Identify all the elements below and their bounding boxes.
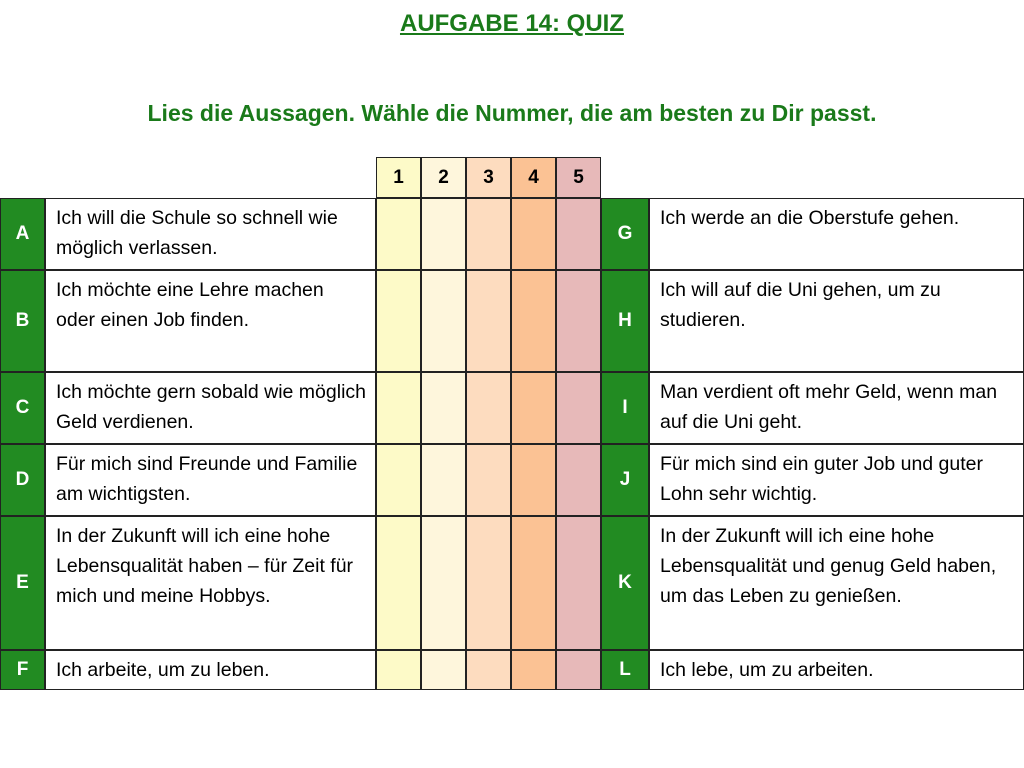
rating-cell-ag-3[interactable] — [466, 198, 511, 270]
statement-l: Ich lebe, um zu arbeiten. — [649, 650, 1024, 690]
statement-a: Ich will die Schule so schnell wie möglich verlassen. — [45, 198, 376, 270]
scale-header-4: 4 — [511, 157, 556, 198]
rating-cell-bh-2[interactable] — [421, 270, 466, 372]
row-letter-d: D — [0, 444, 45, 516]
rating-cell-ag-1[interactable] — [376, 198, 421, 270]
statement-k: In der Zukunft will ich eine hohe Lebensqualität und genug Geld haben, um das Leben zu genießen. — [649, 516, 1024, 650]
rating-cell-dj-5[interactable] — [556, 444, 601, 516]
rating-cell-ci-3[interactable] — [466, 372, 511, 444]
statement-f: Ich arbeite, um zu leben. — [45, 650, 376, 690]
rating-cell-ag-4[interactable] — [511, 198, 556, 270]
row-letter-l: L — [601, 650, 649, 690]
statement-b: Ich möchte eine Lehre machen oder einen Job finden. — [45, 270, 376, 372]
rating-cell-fl-1[interactable] — [376, 650, 421, 690]
statement-e: In der Zukunft will ich eine hohe Lebensqualität haben – für Zeit für mich und meine Hobbys. — [45, 516, 376, 650]
row-letter-h: H — [601, 270, 649, 372]
page-title: AUFGABE 14: QUIZ — [399, 10, 624, 37]
scale-header-3: 3 — [466, 157, 511, 198]
row-letter-b: B — [0, 270, 45, 372]
rating-cell-ci-5[interactable] — [556, 372, 601, 444]
statement-c: Ich möchte gern sobald wie möglich Geld verdienen. — [45, 372, 376, 444]
row-letter-k: K — [601, 516, 649, 650]
statement-g: Ich werde an die Oberstufe gehen. — [649, 198, 1024, 270]
rating-cell-ag-5[interactable] — [556, 198, 601, 270]
statement-j: Für mich sind ein guter Job und guter Lohn sehr wichtig. — [649, 444, 1024, 516]
rating-cell-ci-2[interactable] — [421, 372, 466, 444]
rating-cell-fl-3[interactable] — [466, 650, 511, 690]
rating-cell-dj-2[interactable] — [421, 444, 466, 516]
rating-cell-ek-3[interactable] — [466, 516, 511, 650]
row-letter-c: C — [0, 372, 45, 444]
rating-cell-bh-3[interactable] — [466, 270, 511, 372]
rating-cell-ek-4[interactable] — [511, 516, 556, 650]
rating-cell-fl-5[interactable] — [556, 650, 601, 690]
rating-cell-bh-4[interactable] — [511, 270, 556, 372]
rating-cell-fl-2[interactable] — [421, 650, 466, 690]
row-letter-f: F — [0, 650, 45, 690]
rating-cell-dj-1[interactable] — [376, 444, 421, 516]
rating-cell-bh-1[interactable] — [376, 270, 421, 372]
rating-cell-ek-5[interactable] — [556, 516, 601, 650]
statement-i: Man verdient oft mehr Geld, wenn man auf die Uni geht. — [649, 372, 1024, 444]
rating-cell-ci-1[interactable] — [376, 372, 421, 444]
instructions: Lies die Aussagen. Wähle die Nummer, die am besten zu Dir passt. — [147, 100, 877, 126]
scale-header-2: 2 — [421, 157, 466, 198]
statement-h: Ich will auf die Uni gehen, um zu studieren. — [649, 270, 1024, 372]
row-letter-a: A — [0, 198, 45, 270]
rating-cell-bh-5[interactable] — [556, 270, 601, 372]
rating-cell-fl-4[interactable] — [511, 650, 556, 690]
rating-cell-ek-2[interactable] — [421, 516, 466, 650]
scale-header-1: 1 — [376, 157, 421, 198]
row-letter-i: I — [601, 372, 649, 444]
rating-cell-ci-4[interactable] — [511, 372, 556, 444]
statement-d: Für mich sind Freunde und Familie am wichtigsten. — [45, 444, 376, 516]
rating-cell-dj-3[interactable] — [466, 444, 511, 516]
scale-header-5: 5 — [556, 157, 601, 198]
rating-cell-ek-1[interactable] — [376, 516, 421, 650]
row-letter-g: G — [601, 198, 649, 270]
rating-cell-ag-2[interactable] — [421, 198, 466, 270]
rating-cell-dj-4[interactable] — [511, 444, 556, 516]
row-letter-j: J — [601, 444, 649, 516]
row-letter-e: E — [0, 516, 45, 650]
